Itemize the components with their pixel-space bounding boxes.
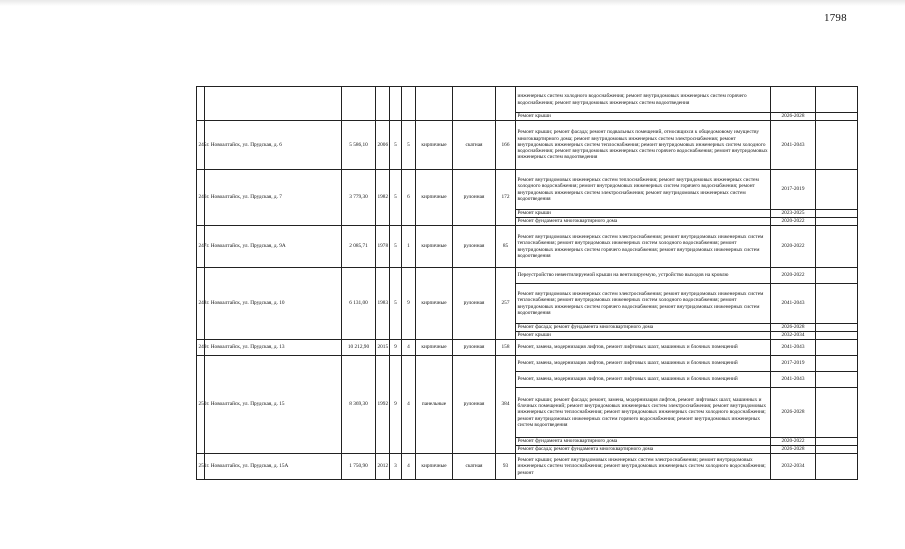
house-number-cell: 247 [197, 226, 205, 268]
build-year-cell: 2015 [376, 340, 390, 356]
wall-material-cell: кирпичные [416, 121, 453, 170]
entrances-cell: 6 [402, 170, 416, 226]
repair-period-cell: 2017-2019 [771, 356, 816, 372]
apartments-cell: 384 [496, 356, 516, 454]
house-number-cell: 250 [197, 356, 205, 454]
table-row [197, 454, 858, 480]
address-cell: г. Новоалтайск, ул. Прудская, д. 13 [205, 340, 342, 356]
work-description-cell: Ремонт крыши [516, 113, 771, 121]
build-year-cell: 1978 [376, 226, 390, 268]
repair-period-cell: 2041-2043 [771, 372, 816, 388]
empty-cell [816, 372, 858, 388]
work-description-cell: Ремонт, замена, модернизация лифтов, ремонт лифтовых шахт, машинных и блочных помещений [516, 372, 771, 388]
repair-period-cell: 2032-2034 [771, 454, 816, 480]
total-area-cell: 1 750,90 [342, 454, 376, 480]
work-description-cell: Ремонт крыши; ремонт внутридомовых инженерных систем электроснабжения; ремонт внутридомовых инженерных систем теплоснабжения; ремонт внутридомовых инженерных систем холодного водоснабжения; ремонт [516, 454, 771, 480]
apartments-cell: 166 [496, 121, 516, 170]
total-area-cell: 6 131,00 [342, 268, 376, 340]
work-description-cell: Ремонт фасада; ремонт фундамента многоквартирного дома [516, 446, 771, 454]
table-body [197, 87, 858, 480]
build-year-cell: 2006 [376, 121, 390, 170]
scan-top-edge [0, 0, 905, 6]
empty-cell [816, 87, 858, 113]
empty-cell [816, 210, 858, 218]
build-year-cell: 1983 [376, 268, 390, 340]
total-area-cell [342, 87, 376, 121]
empty-cell [816, 332, 858, 340]
total-area-cell: 2 085,71 [342, 226, 376, 268]
empty-cell [816, 356, 858, 372]
roof-type-cell: рулонная [453, 268, 496, 340]
empty-cell [816, 388, 858, 438]
capital-repair-table [196, 86, 858, 480]
work-description-cell: Ремонт крыши [516, 210, 771, 218]
roof-type-cell: скатная [453, 121, 496, 170]
total-area-cell: 5 586,10 [342, 121, 376, 170]
entrances-cell: 4 [402, 340, 416, 356]
house-number-cell [197, 87, 205, 121]
empty-cell [816, 284, 858, 324]
floors-cell: 3 [390, 454, 402, 480]
address-cell [205, 87, 342, 121]
total-area-cell: 10 212,90 [342, 340, 376, 356]
repair-period-cell: 2026-2028 [771, 446, 816, 454]
repair-period-cell: 2026-2028 [771, 324, 816, 332]
floors-cell: 5 [390, 170, 402, 226]
empty-cell [816, 454, 858, 480]
repair-period-cell: 2032-2034 [771, 332, 816, 340]
total-area-cell: 8 369,30 [342, 356, 376, 454]
wall-material-cell: кирпичные [416, 268, 453, 340]
repair-period-cell: 2041-2043 [771, 340, 816, 356]
table-row [197, 87, 858, 113]
build-year-cell: 1992 [376, 356, 390, 454]
address-cell: г. Новоалтайск, ул. Прудская, д. 9А [205, 226, 342, 268]
entrances-cell: 5 [402, 121, 416, 170]
address-cell: г. Новоалтайск, ул. Прудская, д. 6 [205, 121, 342, 170]
entrances-cell: 1 [402, 226, 416, 268]
house-number-cell: 249 [197, 340, 205, 356]
floors-cell: 5 [390, 268, 402, 340]
repair-period-cell [771, 87, 816, 113]
repair-period-cell: 2026-2028 [771, 113, 816, 121]
repair-period-cell: 2026-2028 [771, 388, 816, 438]
page-number: 1798 [824, 12, 847, 24]
house-number-cell: 248 [197, 268, 205, 340]
address-cell: г. Новоалтайск, ул. Прудская, д. 15А [205, 454, 342, 480]
work-description-cell: Ремонт крыши [516, 332, 771, 340]
apartments-cell: 158 [496, 340, 516, 356]
repair-period-cell: 2020-2022 [771, 438, 816, 446]
build-year-cell: 1982 [376, 170, 390, 226]
work-description-cell: Ремонт внутридомовых инженерных систем теплоснабжения; ремонт внутридомовых инженерных систем холодного водоснабжения; ремонт внутридомовых инженерных систем горячего водоснабжения; ремонт внутридомовых инженерных систем электроснабжения; ремонт внутридомовых инженерных систем водоотведения [516, 170, 771, 210]
floors-cell: 5 [390, 121, 402, 170]
wall-material-cell: кирпичные [416, 226, 453, 268]
roof-type-cell: рулонная [453, 340, 496, 356]
work-description-cell: Ремонт крыши; ремонт фасада; ремонт подвальных помещений, относящихся к общедомовому имуществу многоквартирного дома; ремонт внутридомовых инженерных систем электроснабжения; ремонт внутридомовых инженерных систем теплоснабжения; ремонт внутридомовых инженерных систем холодного водоснабжения; ремонт внутридомовых инженерных систем горячего водоснабжения; ремонт внутридомовых инженерных систем водоотведения [516, 121, 771, 170]
floors-cell: 9 [390, 340, 402, 356]
table-row [197, 170, 858, 210]
entrances-cell: 9 [402, 268, 416, 340]
work-description-cell: Ремонт фасада; ремонт фундамента многоквартирного дома [516, 324, 771, 332]
repair-period-cell: 2020-2022 [771, 218, 816, 226]
build-year-cell [376, 87, 390, 121]
table-row [197, 356, 858, 372]
empty-cell [816, 121, 858, 170]
repair-period-cell: 2023-2025 [771, 210, 816, 218]
apartments-cell [496, 87, 516, 121]
work-description-cell: инженерных систем холодного водоснабжения; ремонт внутридомовых инженерных систем горячего водоснабжения; ремонт внутридомовых инженерных систем водоотведения [516, 87, 771, 113]
table-row [197, 226, 858, 268]
repair-period-cell: 2041-2043 [771, 121, 816, 170]
entrances-cell [402, 87, 416, 121]
wall-material-cell: кирпичные [416, 454, 453, 480]
empty-cell [816, 218, 858, 226]
wall-material-cell: кирпичные [416, 170, 453, 226]
work-description-cell: Ремонт крыши; ремонт фасада; ремонт, замена, модернизация лифтов, ремонт лифтовых шахт, машинных и блочных помещений; ремонт внутридомовых инженерных систем электроснабжения; ремонт внутридомовых инженерных систем теплоснабжения; ремонт внутридомовых инженерных систем холодного водоснабжения; ремонт внутридомовых инженерных систем горячего водоснабжения; ремонт внутридомовых инженерных систем водоотведения [516, 388, 771, 438]
empty-cell [816, 446, 858, 454]
table-row [197, 121, 858, 170]
wall-material-cell: панельные [416, 356, 453, 454]
table-row [197, 268, 858, 284]
repair-period-cell: 2041-2043 [771, 284, 816, 324]
house-number-cell: 245 [197, 121, 205, 170]
work-description-cell: Ремонт, замена, модернизация лифтов, ремонт лифтовых шахт, машинных и блочных помещений [516, 340, 771, 356]
house-number-cell: 251 [197, 454, 205, 480]
empty-cell [816, 340, 858, 356]
table-row [197, 340, 858, 356]
work-description-cell: Ремонт, замена, модернизация лифтов, ремонт лифтовых шахт, машинных и блочных помещений [516, 356, 771, 372]
apartments-cell: 172 [496, 170, 516, 226]
wall-material-cell [416, 87, 453, 121]
empty-cell [816, 113, 858, 121]
roof-type-cell [453, 87, 496, 121]
build-year-cell: 2012 [376, 454, 390, 480]
floors-cell: 9 [390, 356, 402, 454]
roof-type-cell: рулонная [453, 170, 496, 226]
entrances-cell: 4 [402, 454, 416, 480]
roof-type-cell: скатная [453, 454, 496, 480]
empty-cell [816, 170, 858, 210]
empty-cell [816, 438, 858, 446]
total-area-cell: 3 779,30 [342, 170, 376, 226]
apartments-cell: 93 [496, 454, 516, 480]
apartments-cell: 85 [496, 226, 516, 268]
work-description-cell: Ремонт фундамента многоквартирного дома [516, 218, 771, 226]
repair-period-cell: 2017-2019 [771, 170, 816, 210]
repair-period-cell: 2020-2022 [771, 268, 816, 284]
roof-type-cell: рулонная [453, 226, 496, 268]
floors-cell [390, 87, 402, 121]
apartments-cell: 257 [496, 268, 516, 340]
address-cell: г. Новоалтайск, ул. Прудская, д. 15 [205, 356, 342, 454]
empty-cell [816, 268, 858, 284]
address-cell: г. Новоалтайск, ул. Прудская, д. 10 [205, 268, 342, 340]
empty-cell [816, 226, 858, 268]
repair-period-cell: 2020-2022 [771, 226, 816, 268]
work-description-cell: Ремонт внутридомовых инженерных систем электроснабжения; ремонт внутридомовых инженерных систем теплоснабжения; ремонт внутридомовых инженерных систем холодного водоснабжения; ремонт внутридомовых инженерных систем горячего водоснабжения; ремонт внутридомовых инженерных систем водоотведения [516, 284, 771, 324]
entrances-cell: 4 [402, 356, 416, 454]
work-description-cell: Ремонт фундамента многоквартирного дома [516, 438, 771, 446]
work-description-cell: Ремонт внутридомовых инженерных систем электроснабжения; ремонт внутридомовых инженерных систем теплоснабжения; ремонт внутридомовых инженерных систем холодного водоснабжения; ремонт внутридомовых инженерных систем горячего водоснабжения; ремонт внутридомовых инженерных систем водоотведения [516, 226, 771, 268]
wall-material-cell: кирпичные [416, 340, 453, 356]
empty-cell [816, 324, 858, 332]
address-cell: г. Новоалтайск, ул. Прудская, д. 7 [205, 170, 342, 226]
floors-cell: 5 [390, 226, 402, 268]
roof-type-cell: рулонная [453, 356, 496, 454]
house-number-cell: 246 [197, 170, 205, 226]
work-description-cell: Переустройство невентилируемой крыши на вентилируемую, устройство выходов на кровлю [516, 268, 771, 284]
